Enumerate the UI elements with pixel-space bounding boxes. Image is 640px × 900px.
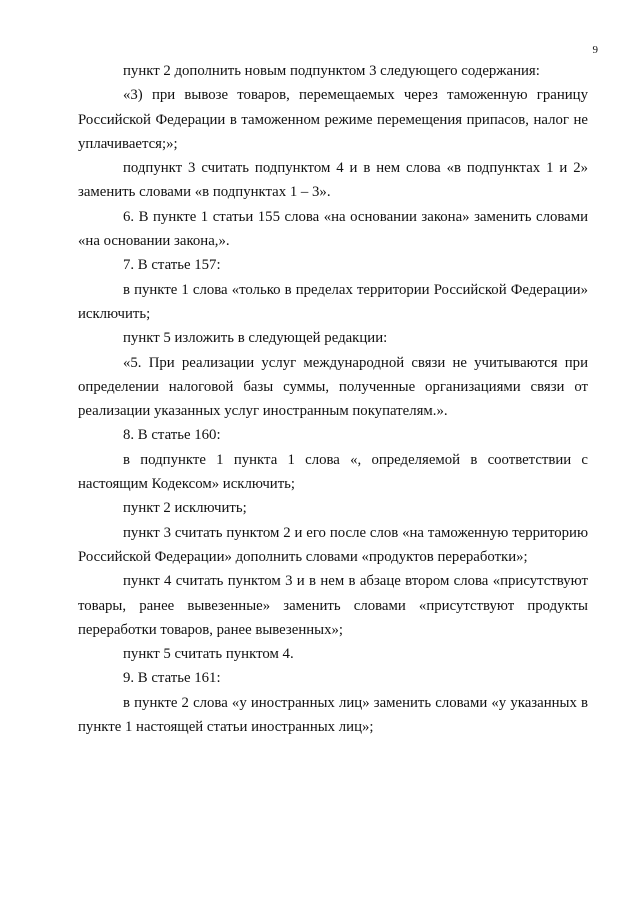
paragraph: 9. В статье 161: [123,670,221,687]
paragraph: в пункте 1 слова «только в пределах территории Российской Федерации» исключить; [78,281,588,322]
paragraph: пункт 3 считать пунктом 2 и его после слов «на таможенную территорию Российской Федерации» дополнить словами «продуктов переработки»; [78,524,588,565]
paragraph: пункт 2 исключить; [123,500,247,517]
paragraph: 6. В пункте 1 статьи 155 слова «на основании закона» заменить словами «на основании закона,». [78,208,588,250]
paragraph: в пункте 2 слова «у иностранных лиц» заменить словами «у указанных в пункте 1 настоящей статьи иностранных лиц»; [78,694,588,736]
document-body [78,59,588,739]
paragraph: в подпункте 1 пункта 1 слова «, определяемой в соответствии с настоящим Кодексом» исключить; [78,451,588,493]
paragraph: пункт 2 дополнить новым подпунктом 3 следующего содержания: [123,63,540,79]
paragraph: пункт 5 считать пунктом 4. [123,646,294,663]
paragraph: «5. При реализации услуг международной связи не учитываются при определении налоговой базы суммы, полученные организациями связи от реализации указанных услуг иностранным покупателям.». [78,354,588,420]
page-number: 9 [592,44,598,56]
paragraph: «3) при вывозе товаров, перемещаемых через таможенную границу Российской Федерации в таможенном режиме перемещения припасов, налог не уплачивается;»; [78,87,588,152]
paragraph: 8. В статье 160: [123,427,221,444]
paragraph: подпункт 3 считать подпунктом 4 и в нем слова «в подпунктах 1 и 2» заменить словами «в подпунктах 1 – 3». [78,160,588,201]
paragraph: 7. В статье 157: [123,257,221,274]
paragraph: пункт 4 считать пунктом 3 и в нем в абзаце втором слова «присутствуют товары, ранее вывезенные» заменить словами «присутствуют продукты переработки товаров, ранее вывезенных»; [78,573,588,638]
paragraph: пункт 5 изложить в следующей редакции: [123,330,388,347]
